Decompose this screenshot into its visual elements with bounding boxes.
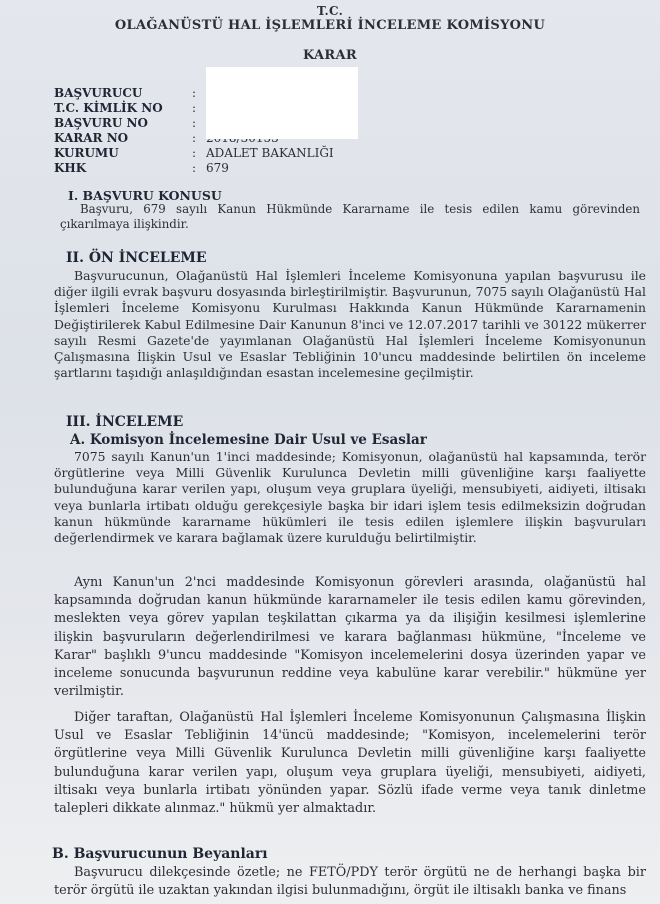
meta-row-decision-no: KARAR NO : xyxy=(54,131,334,146)
meta-label: KHK xyxy=(54,161,87,175)
section-text-application-subject xyxy=(60,202,640,232)
meta-value: 679 xyxy=(206,161,229,175)
meta-row-application-no: BAŞVURU NO : xyxy=(54,116,197,130)
meta-label: BAŞVURUCU xyxy=(54,86,143,100)
section-text-preliminary-review xyxy=(54,268,646,381)
meta-label: KARAR NO xyxy=(54,131,129,145)
paragraph: Başvurucu dilekçesinde özetle; ne FETÖ/PDY terör örgütü ne de herhangi başka bir terör örgütü ile uzaktan yakından ilgisi bulunmadığını, örgüt ile iltisaklı banka ve finans xyxy=(54,865,646,899)
paragraph: Başvurucunun, Olağanüstü Hal İşlemleri İnceleme Komisyonuna yapılan başvurusu ile diğer ilgili evrak başvuru dosyasında birleştirilmiştir. Başvurunun, 7075 sayılı Olağanüstü Hal İşlemleri İnceleme Komisyonu Kurulması Hakkında Kanun Hükmünde Kararnamenin Değiştirilerek Kabul Edilmesine Dair Kanunun 8'inci ve 12.07.2017 tarihli ve 30122 mükerrer sayılı Resmi Gazete'de yayımlanan Olağanüstü Hal İşlemleri İnceleme Komisyonunun Çalışmasına İlişkin Usul ve Esaslar Tebliğinin 10'uncu maddesinde belirtilen ön inceleme şartlarını taşıdığı anlaşıldığından esastan incelemesine geçilmiştir. xyxy=(54,268,646,381)
procedure-paragraph-1 xyxy=(54,449,646,546)
subsection-title-procedure: A. Komisyon İncelemesine Dair Usul ve Esaslar xyxy=(70,432,427,448)
document-type: KARAR xyxy=(302,48,358,63)
paragraph: Diğer taraftan, Olağanüstü Hal İşlemleri İnceleme Komisyonunun Çalışmasına İlişkin Usul ve Esaslar Tebliğinin 14'üncü maddesinde; "Komisyon, incelemelerini terör örgütlerine veya Milli Güvenlik Kurulunca Devletin milli güvenliğine karşı faaliyette bulunduğuna karar verilen yapı, oluşum veya gruplara üyeliği, mensubiyeti, aidiyeti, iltisakı veya bunlarla irtibatı yönünden yapar. Sözlü ifade verme veya tanık dinletme talepleri dikkate alınmaz." hükmü yer almaktadır. xyxy=(54,710,646,817)
meta-row-khk: KHK : 679 xyxy=(54,161,229,175)
meta-row-institution: KURUMU : ADALET BAKANLIĞI xyxy=(54,146,334,160)
redaction-block xyxy=(206,67,358,139)
procedure-paragraph-2 xyxy=(54,574,646,701)
commission-title: OLAĞANÜSTÜ HAL İŞLEMLERİ İNCELEME KOMİSYONU xyxy=(114,18,546,33)
paragraph: Başvuru, 679 sayılı Kanun Hükmünde Kararname ile tesis edilen kamu görevinden çıkarılmaya ilişkindir. xyxy=(60,202,640,231)
meta-row-applicant: BAŞVURUCU : xyxy=(54,86,197,100)
header-tc: T.C. xyxy=(316,4,344,18)
section-title-preliminary-review: II. ÖN İNCELEME xyxy=(66,250,207,266)
subsection-title-applicant-statements: B. Başvurucunun Beyanları xyxy=(52,846,268,862)
meta-label: BAŞVURU NO xyxy=(54,116,148,130)
section-title-application-subject: I. BAŞVURU KONUSU xyxy=(68,188,222,203)
meta-value: ADALET BAKANLIĞI xyxy=(206,146,334,160)
meta-row-id-number: T.C. KİMLİK NO : xyxy=(54,101,197,115)
section-title-review: III. İNCELEME xyxy=(66,414,184,430)
applicant-statements-paragraph xyxy=(54,864,646,900)
paragraph: 7075 sayılı Kanun'un 1'inci maddesinde; Komisyonun, olağanüstü hal kapsamında, terör örgütlerine veya Milli Güvenlik Kurulunca Devletin milli güvenliğine karşı faaliyette bulunduğuna karar verilen yapı, oluşum veya gruplara üyeliği, mensubiyeti, aidiyeti, iltisakı veya bunlarla irtibatı olduğu gerekçesiyle başka bir idari işlem tesis edilmeksizin doğrudan kanun hükmünde kararname hükümleri ile tesis edilen işlemlere ilişkin başvuruları değerlendirmek ve karara bağlamak üzere kurulduğu belirtilmiştir. xyxy=(54,449,646,546)
paragraph: Aynı Kanun'un 2'nci maddesinde Komisyonun görevleri arasında, olağanüstü hal kapsamında doğrudan kanun hükmünde kararnameler ile tesis edilen kamu görevinden, meslekten veya görev yapılan teşkilattan çıkarma ya da ilişiğin kesilmesi işlemlerine ilişkin başvuruların değerlendirilmesi ve karara bağlanması hükmüne, "İnceleme ve Karar" başlıklı 9'uncu maddesinde "Komisyon incelemelerini dosya üzerinden yapar ve inceleme sonucunda başvurunun reddine veya kabulüne karar verebilir." hükmüne yer verilmiştir. xyxy=(54,575,646,700)
procedure-paragraph-3 xyxy=(54,709,646,818)
meta-label: KURUMU xyxy=(54,146,119,160)
meta-label: T.C. KİMLİK NO xyxy=(54,101,163,115)
